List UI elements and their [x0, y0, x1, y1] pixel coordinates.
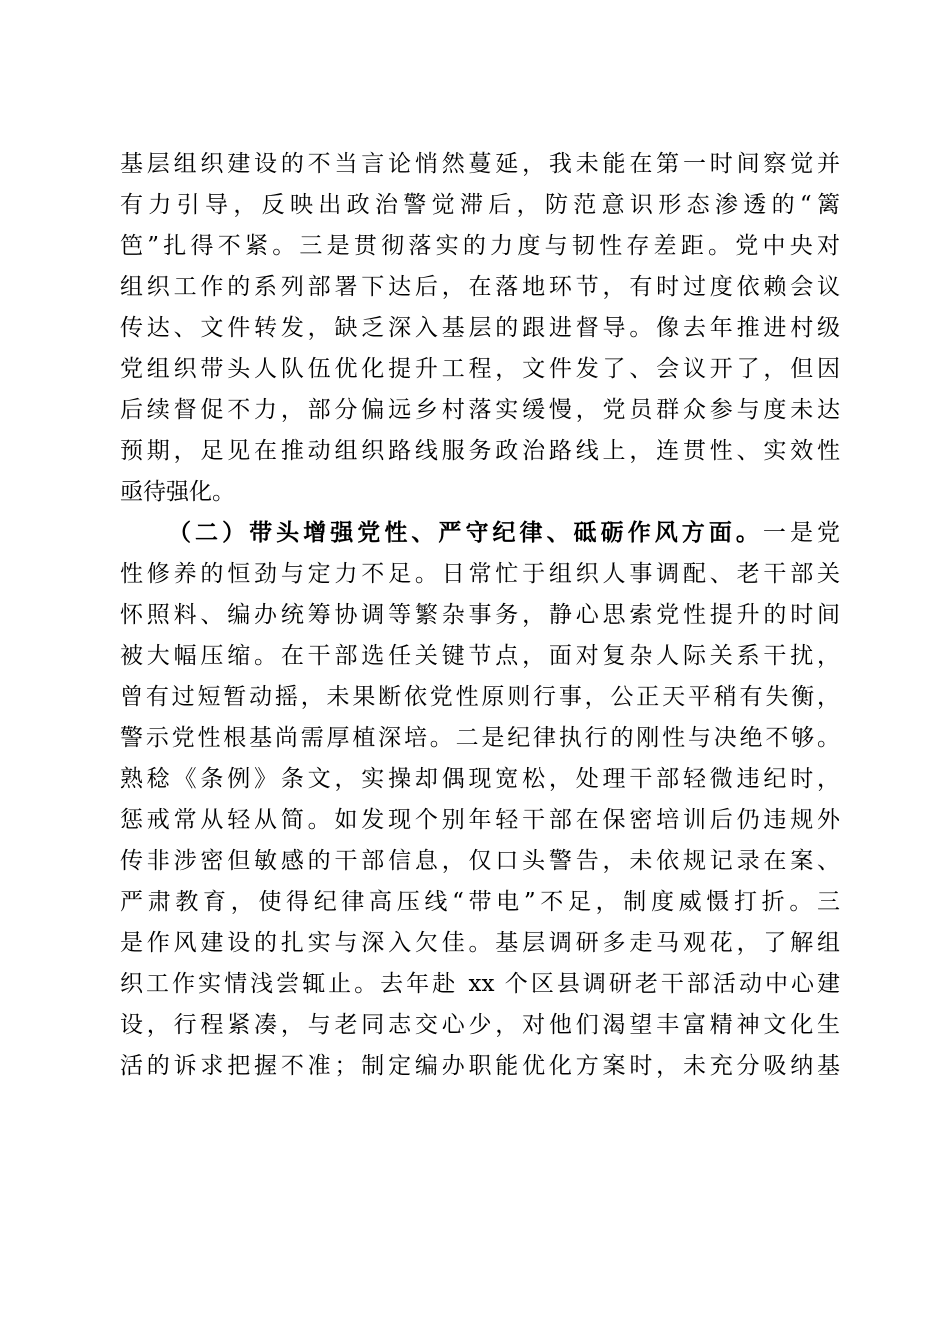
section-heading-rest: 一是党	[762, 520, 841, 546]
text-line: 性修养的恒劲与定力不足。日常忙于组织人事调配、老干部关	[120, 561, 840, 587]
text-line: 亟待强化。	[120, 479, 235, 505]
text-line: 预期，足见在推动组织路线服务政治路线上，连贯性、实效性	[120, 438, 840, 464]
text-line: 有力引导，反映出政治警觉滞后，防范意识形态渗透的“篱	[120, 192, 840, 218]
text-line: 笆”扎得不紧。三是贯彻落实的力度与韧性存差距。党中央对	[120, 233, 840, 259]
text-line: 组织工作的系列部署下达后，在落地环节，有时过度依赖会议	[120, 274, 840, 300]
text-line: 织工作实情浅尝辄止。去年赴 xx 个区县调研老干部活动中心建	[120, 971, 840, 997]
text-line: 基层组织建设的不当言论悄然蔓延，我未能在第一时间察觉并	[120, 151, 840, 177]
text-line: 传达、文件转发，缺乏深入基层的跟进督导。像去年推进村级	[120, 315, 840, 341]
text-line: 警示党性根基尚需厚植深培。二是纪律执行的刚性与决绝不够。	[120, 725, 840, 751]
section-heading: （二）带头增强党性、严守纪律、砥砺作风方面。	[168, 519, 763, 546]
text-line: 曾有过短暂动摇，未果断依党性原则行事，公正天平稍有失衡，	[120, 684, 840, 710]
text-line: 党组织带头人队伍优化提升工程，文件发了、会议开了，但因	[120, 356, 840, 382]
text-line: 是作风建设的扎实与深入欠佳。基层调研多走马观花，了解组	[120, 930, 840, 956]
text-line: 后续督促不力，部分偏远乡村落实缓慢，党员群众参与度未达	[120, 397, 840, 423]
text-line: 严肃教育，使得纪律高压线“带电”不足，制度威慑打折。三	[120, 889, 840, 915]
text-line: 怀照料、编办统筹协调等繁杂事务，静心思索党性提升的时间	[120, 602, 840, 628]
text-line: 活的诉求把握不准；制定编办职能优化方案时，未充分吸纳基	[120, 1053, 840, 1079]
text-line: 熟稔《条例》条文，实操却偶现宽松，处理干部轻微违纪时，	[120, 766, 840, 792]
text-line: 被大幅压缩。在干部选任关键节点，面对复杂人际关系干扰，	[120, 643, 840, 669]
text-line: 设，行程紧凑，与老同志交心少，对他们渴望丰富精神文化生	[120, 1012, 840, 1038]
text-line: 惩戒常从轻从简。如发现个别年轻干部在保密培训后仍违规外	[120, 807, 840, 833]
text-line: 传非涉密但敏感的干部信息，仅口头警告，未依规记录在案、	[120, 848, 840, 874]
section-heading-line	[168, 513, 840, 553]
